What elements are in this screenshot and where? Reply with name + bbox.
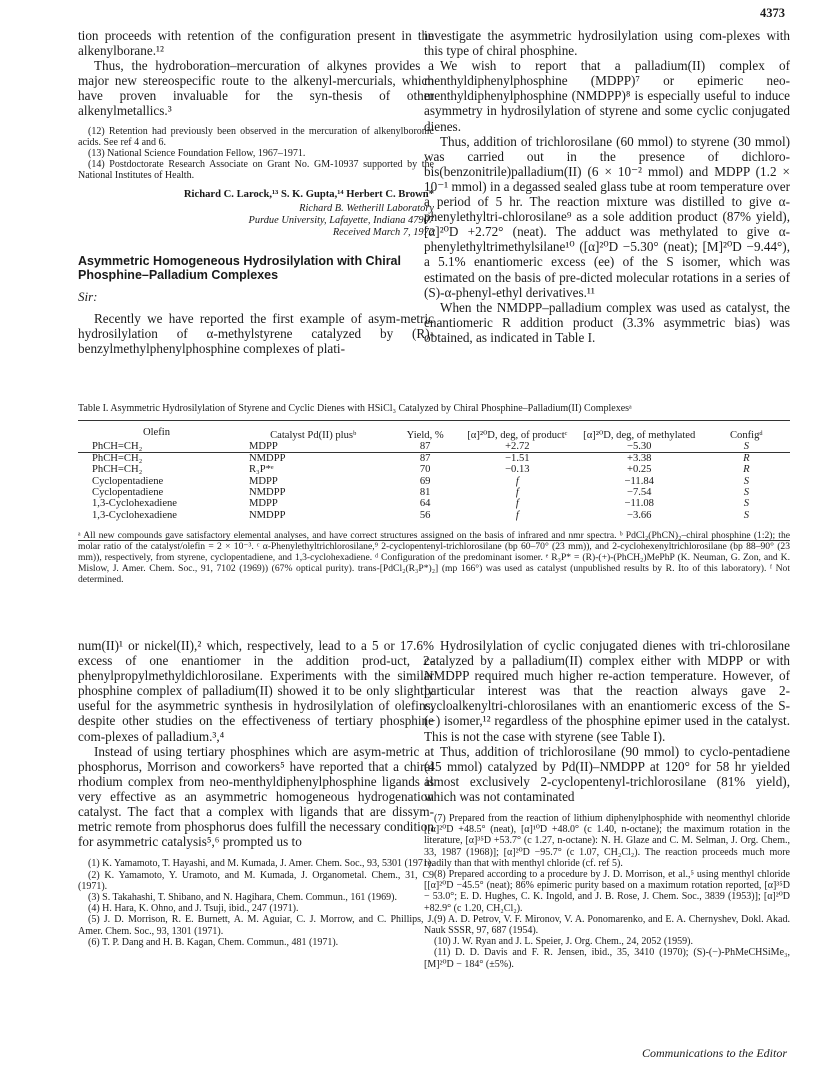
cell-olefin: 1,3-Cyclohexadiene (92, 498, 178, 510)
paragraph: Recently we have reported the first example of asym-metric hydrosilylation of α-methylstyrene catalyzed by (R)-benzylmethylphenylphosphine complexes of plati- (78, 310, 434, 356)
received-date: Received March 7, 1972 (332, 226, 434, 238)
cell-yield: 56 (419, 509, 431, 521)
table-row (78, 498, 790, 509)
paragraph: Instead of using tertiary phosphines which are asym-metric at phosphorus, Morrison and coworkers⁵ have reported that a chiral rhodium complex from neo-menthyldiphenylphosphine ligands is very effective as an asymmetric homogeneous hydrogenation catalyst. The fact that a complex with ligands that are dissym-metric remote from phosphorus does fulfill the necessary condition for asymmetric catalysis⁵,⁶ prompted us to (78, 743, 434, 850)
cell-olefin: PhCH=CH₂ (92, 464, 143, 476)
header-methylated-rotation: [α]²⁰D, deg, of methylated (583, 430, 696, 441)
affiliation-lab: Richard B. Wetherill Laboratory (299, 202, 434, 214)
reference: (6) T. P. Dang and H. B. Kagan, Chem. Commun., 481 (1971). (88, 936, 339, 948)
cell-methylated-rotation: −11.08 (624, 498, 654, 510)
paragraph: When the NMDPP–palladium complex was used as catalyst, the enantiomeric R addition product (3.3% asymmetric bias) was obtained, as indicated in Table I. (424, 299, 790, 345)
cell-catalyst: R₃P*ᵉ (248, 464, 274, 476)
paragraph: Thus, addition of trichlorosilane (90 mmol) to cyclo-pentadiene (45 mmol) catalyzed by Pd(II)–NMDPP at 120° for 58 hr yielded almost exclusively 2-cyclopentenyl-trichlorosilane (81% yield), which was not contaminated (424, 743, 790, 804)
cell-yield: 70 (419, 464, 431, 476)
reference: (10) J. W. Ryan and J. L. Speier, J. Org. Chem., 24, 2052 (1959). (434, 936, 693, 948)
reference: (11) D. D. Davis and F. R. Jensen, ibid., 35, 3410 (1970); (S)-(−)-PhMeCHSiMe₃, [M]²⁰D − 184° (±5%). (424, 947, 790, 970)
top-right-column (424, 28, 790, 345)
cell-methylated-rotation: +0.25 (626, 464, 652, 476)
cell-methylated-rotation: −3.66 (626, 509, 652, 521)
reference: (8) Prepared according to a procedure by J. D. Morrison, et al.,⁵ using menthyl chloride [[α]²⁰D −45.5° (neat); 86% epimeric purity based on a maximum rotation reported, [α]³⁵D − 53.0°; E. D. Hughes, C. K. Ingold, and J. B. Rose, J. Chem. Soc., 3839 (1953)]; [α]²⁰D +82.9° (c 1.20, CH₂Cl₂). (424, 869, 790, 914)
header-olefin: Olefin (142, 427, 171, 438)
cell-product-rotation: f (515, 498, 519, 510)
cell-methylated-rotation: +3.38 (626, 452, 652, 464)
paragraph: Thus, the hydroboration–mercuration of alkynes provides a major new stereospecific route to the alkenyl-mercurials, which have proven invaluable for the syn-thesis of other alkenylmetallics.³ (78, 58, 434, 119)
table-header-rule (78, 452, 790, 453)
affiliation-university: Purdue University, Lafayette, Indiana 47907 (248, 214, 434, 226)
cell-catalyst: NMDPP (248, 487, 286, 499)
bottom-right-column (424, 638, 790, 970)
journal-section-footer: Communications to the Editor (642, 1046, 787, 1060)
cell-yield: 64 (419, 498, 431, 510)
cell-methylated-rotation: −5.30 (626, 441, 652, 453)
cell-config: R (743, 464, 750, 476)
salutation: Sir: (78, 288, 98, 304)
reference: (3) S. Takahashi, T. Shibano, and N. Hagihara, Chem. Commun., 161 (1969). (88, 891, 397, 903)
table-top-rule (78, 420, 790, 421)
paragraph: investigate the asymmetric hydrosilylation using com-plexes with this type of chiral phosphine. (424, 28, 790, 59)
cell-config: S (743, 498, 749, 510)
bottom-left-column (78, 638, 434, 948)
reference: (9) A. D. Petrov, V. F. Mironov, V. A. Ponomarenko, and E. A. Chernyshev, Dokl. Akad. Nauk SSSR, 97, 687 (1954). (424, 913, 790, 937)
header-config: Configᵈ (729, 430, 763, 441)
author-line: Richard C. Larock,¹³ S. K. Gupta,¹⁴ Herbert C. Brown* (183, 188, 434, 200)
cell-olefin: PhCH=CH₂ (92, 452, 143, 464)
table-bottom-rule (78, 540, 790, 541)
header-catalyst: Catalyst Pd(II) plusᵇ (270, 430, 357, 441)
references (78, 858, 434, 948)
cell-product-rotation: +2.72 (505, 441, 530, 453)
cell-olefin: 1,3-Cyclohexadiene (92, 509, 178, 521)
paragraph: Thus, addition of trichlorosilane (60 mmol) to styrene (30 mmol) was carried out in the presence of dichloro-bis(benzonitrile)palladium(II) (6 × 10⁻² mmol) and MDPP (1.2 × 10⁻¹ mmol) in a degassed sealed glass tube at room temperature over a period of 5 hr. The reaction mixture was distilled to give α-phenylethyltri-chlorosilane⁹ as a sole addition product (87% yield), [α]²⁰D +2.72° (neat). The adduct was methylated to give α-phenylethyltrimethylsilane¹⁰ ([α]²⁰D −5.30° (neat); [M]²⁰D −9.44°), a 5.1% enantiomeric excess (ee) of the S isomer, which was estimated on the basis of pre-dicted molecular rotations in a series of (S)-α-phenyl-ethyl derivatives.¹¹ (424, 133, 790, 300)
cell-product-rotation: f (515, 475, 519, 487)
table-row (78, 487, 790, 498)
table-row (78, 476, 790, 487)
cell-olefin: Cyclopentadiene (92, 475, 164, 487)
footnotes (78, 126, 434, 182)
page-number: 4373 (760, 6, 785, 20)
cell-yield: 81 (419, 487, 431, 499)
cell-catalyst: MDPP (248, 475, 278, 487)
paragraph: Hydrosilylation of cyclic conjugated dienes with tri-chlorosilane catalyzed by a palladium(II) complex either with MDPP or with NMDPP required much higher re-action temperature. However, of particular interest was that the reaction always gave 2-cycloalkenyltri-chlorosilanes with an enantiomeric excess of the S-(−) isomer,¹² regardless of the phosphine epimer used in the catalyst. This is not the case with styrene (see Table I). (424, 638, 790, 744)
cell-product-rotation: f (515, 509, 519, 521)
header-product-rotation: [α]²⁰D, deg, of productᶜ (467, 430, 568, 441)
cell-catalyst: MDPP (248, 498, 278, 510)
cell-product-rotation: −1.51 (505, 452, 530, 464)
footnote-14: (14) Postdoctorate Research Associate on Grant No. GM-10937 supported by the National Institutes of Health. (78, 159, 434, 182)
table-header-row (78, 419, 790, 441)
header-yield: Yield, % (406, 430, 444, 441)
table-section (78, 403, 790, 585)
reference: (7) Prepared from the reaction of lithium diphenylphosphide with neomenthyl chloride [[α]²⁰D +48.5° (neat), [α]¹⁰D +48.0° (c 1.40, n-octane); the maximum rotation in the literature, [α]³⁵D +53.7° (c 1.27, n-octane): N. H. Glaze and C. M. Selman, J. Org. Chem., 33, 1987 (1968)]; [α]²⁰D −95.7° (c 1.07, CH₂Cl₂). The reaction proceeds much more readily than that with menthyl chloride (cf. ref 5). (424, 813, 790, 869)
paragraph: We wish to report that a palladium(II) complex of menthyldiphenylphosphine (MDPP)⁷ or epimeric neo-menthyldiphenylphosphine (NMDPP)⁸ is especially useful to induce asymmetry in hydrosilylation of styrene and some cyclic conjugated dienes. (424, 58, 790, 134)
cell-olefin: PhCH=CH₂ (92, 441, 143, 453)
cell-yield: 87 (419, 441, 431, 453)
paragraph: num(II)¹ or nickel(II),² which, respectively, lead to a 5 or 17.6% excess of one enantiomer in the addition prod-uct, 2-phenylpropylmethyldichlorosilane. Experiments with the similar phosphine complex of palladium(II) showed it to be only slightly useful for the asymmetric synthesis in hydrosilylation of olefins, despite other studies on the effectiveness of tertiary phosphine com-plexes of palladium.³,⁴ (78, 638, 434, 744)
paragraph: tion proceeds with retention of the configuration present in the alkenylborane.¹² (78, 28, 434, 59)
cell-olefin: Cyclopentadiene (92, 487, 164, 499)
table-row (78, 453, 790, 464)
footnote-13: (13) National Science Foundation Fellow, 1967–1971. (88, 147, 306, 159)
cell-config: S (743, 441, 749, 453)
cell-config: R (743, 452, 750, 464)
top-left-column (78, 28, 434, 356)
table-caption: Table I. Asymmetric Hydrosilylation of Styrene and Cyclic Dienes with HSiCl₃ Catalyzed by Chiral Phosphine–Palladium(II) Complexesᵃ (78, 403, 632, 414)
reference: (5) J. D. Morrison, R. E. Burnett, A. M. Aguiar, C. J. Morrow, and C. Phillips, J. Amer. Chem. Soc., 93, 1301 (1971). (78, 914, 434, 937)
reference: (2) K. Yamamoto, Y. Uramoto, and M. Kumada, J. Organometal. Chem., 31, C9 (1971). (78, 869, 434, 892)
cell-methylated-rotation: −11.84 (624, 475, 654, 487)
cell-config: S (743, 487, 749, 499)
reference: (4) H. Hara, K. Ohno, and J. Tsuji, ibid., 247 (1971). (88, 903, 299, 915)
references (424, 813, 790, 970)
cell-config: S (743, 509, 749, 521)
cell-product-rotation: −0.13 (505, 464, 530, 476)
cell-catalyst: NMDPP (248, 452, 286, 464)
cell-yield: 87 (419, 452, 431, 464)
table-row (78, 464, 790, 475)
cell-catalyst: NMDPP (248, 509, 286, 521)
table-row (78, 510, 790, 521)
footnote-12: (12) Retention had previously been observed in the mercuration of alkenylboronic acids. See ref 4 and 6. (78, 125, 434, 148)
table-notes: ᵃ All new compounds gave satisfactory elemental analyses, and have correct structures assigned on the basis of infrared and nmr spectra. ᵇ PdCl₂(PhCN)₂–chiral phosphine (1:2); the molar ratio of the catalyst/olefin = 2 × 10⁻³. ᶜ α-Phenylethyltrichlorosilane,⁹ 2-cyclopentenyl-trichlorosilane (bp 60–70° (23 mm)), and 2-cyclohexenyltrichlorosilane (bp 88–90° (23 mm)), respectively, from styrene, cyclopentadiene, and 1,3-cyclohexadiene. ᵈ Configuration of the predominant isomer. ᵉ R₃P* = (R)-(+)-(PhCH₂)MePhP (K. Neuman, G. Zon, and K. Mislow, J. Amer. Chem. Soc., 91, 7102 (1969)) (67% optical purity). trans-[PdCl₂(R₃P*)₂] (mp 166°) was used as catalyst (unpublished results by R. Ito of this laboratory). ᶠ Not determined. (78, 530, 790, 586)
article-title: Asymmetric Homogeneous Hydrosilylation with Chiral Phosphine–Palladium Complexes (78, 253, 401, 283)
cell-product-rotation: f (515, 487, 519, 499)
cell-config: S (743, 475, 749, 487)
cell-yield: 69 (419, 475, 431, 487)
cell-catalyst: MDPP (248, 441, 278, 453)
cell-methylated-rotation: −7.54 (626, 487, 652, 499)
reference: (1) K. Yamamoto, T. Hayashi, and M. Kumada, J. Amer. Chem. Soc., 93, 5301 (1971). (88, 858, 434, 870)
data-table (78, 419, 790, 521)
